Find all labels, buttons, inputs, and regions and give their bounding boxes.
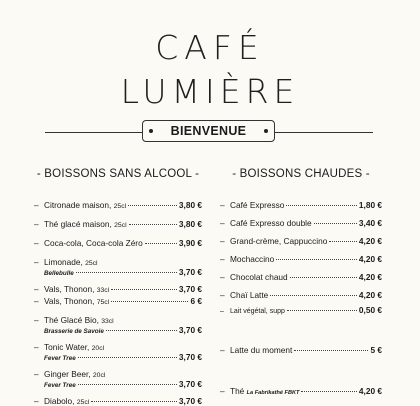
item-brand: La Fabrikathé FBKT — [246, 390, 300, 396]
item-price: 3,70 € — [178, 396, 202, 406]
item-brand: Bellebulle — [44, 270, 74, 277]
item-price: 4,20 € — [358, 272, 382, 282]
item-price: 4,20 € — [358, 386, 382, 396]
item-price: 3,70 € — [178, 267, 202, 277]
item-brand: Fever Tree — [44, 382, 76, 389]
item-brand: Brasserie de Savoie — [44, 328, 104, 335]
menu-item: – Lait végétal, supp 0,50 € — [220, 305, 382, 315]
item-price: 4,20 € — [358, 290, 382, 300]
banner-rule-right — [275, 132, 373, 133]
cafe-title-line1: CAFÉ — [155, 28, 265, 67]
item-price: 1,80 € — [358, 200, 382, 210]
item-price: 3,70 € — [178, 352, 202, 362]
menu-item: – Latte du moment 5 € — [220, 345, 382, 355]
banner-dot-left — [149, 129, 153, 133]
item-price: 3,40 € — [358, 218, 382, 228]
item-brand: Fever Tree — [44, 355, 76, 362]
menu-item: – Thé La Fabrikathé FBKT 4,20 € — [220, 386, 382, 396]
menu-item: – Citronade maison, 25cl 3,80 € — [34, 200, 202, 210]
item-price: 4,20 € — [358, 236, 382, 246]
item-price: 4,20 € — [358, 254, 382, 264]
cafe-title-line2: LUMIÈRE — [120, 72, 300, 111]
menu-item: – Ginger Beer, 20cl Fever Tree 3,70 € — [34, 369, 202, 389]
item-price: 3,80 € — [178, 219, 202, 229]
hot-drinks-column — [220, 168, 382, 396]
menu-item: – Diabolo, 25cl 3,70 € — [34, 396, 202, 406]
item-price: 0,50 € — [358, 305, 382, 315]
menu-item: – Vals, Thonon, 75cl 6 € — [34, 296, 202, 306]
soft-drinks-heading: - BOISSONS SANS ALCOOL - — [36, 168, 200, 180]
menu-item: – Thé glacé maison, 25cl 3,80 € — [34, 219, 202, 229]
item-price: 3,90 € — [178, 238, 202, 248]
item-price: 3,70 € — [178, 325, 202, 335]
banner-dot-right — [264, 129, 268, 133]
soft-drinks-column — [34, 168, 202, 406]
item-price: 3,70 € — [178, 379, 202, 389]
menu-item: – Limonade, 25cl Bellebulle 3,70 € — [34, 257, 202, 277]
item-price: 5 € — [370, 345, 382, 355]
menu-item: – Grand-crème, Cappuccino 4,20 € — [220, 236, 382, 246]
menu-item: – Chaï Latte 4,20 € — [220, 290, 382, 300]
hot-drinks-heading: - BOISSONS CHAUDES - — [232, 168, 370, 180]
menu-item: – Café Expresso 1,80 € — [220, 200, 382, 210]
menu-item: – Coca-cola, Coca-cola Zéro 3,90 € — [34, 238, 202, 248]
menu-item: – Tonic Water, 20cl Fever Tree 3,70 € — [34, 342, 202, 362]
item-price: 3,70 € — [178, 284, 202, 294]
menu-item: – Chocolat chaud 4,20 € — [220, 272, 382, 282]
menu-item: – Thé Glacé Bio, 33cl Brasserie de Savoie 3,70 € — [34, 315, 202, 335]
menu-item: – Café Expresso double 3,40 € — [220, 218, 382, 228]
item-price: 3,80 € — [178, 200, 202, 210]
banner-rule-left — [45, 132, 142, 133]
menu-item: – Vals, Thonon, 33cl 3,70 € — [34, 284, 202, 294]
menu-item: – Mochaccino 4,20 € — [220, 254, 382, 264]
item-price: 6 € — [190, 296, 202, 306]
banner-label: BIENVENUE — [170, 124, 247, 138]
welcome-banner — [142, 120, 275, 142]
